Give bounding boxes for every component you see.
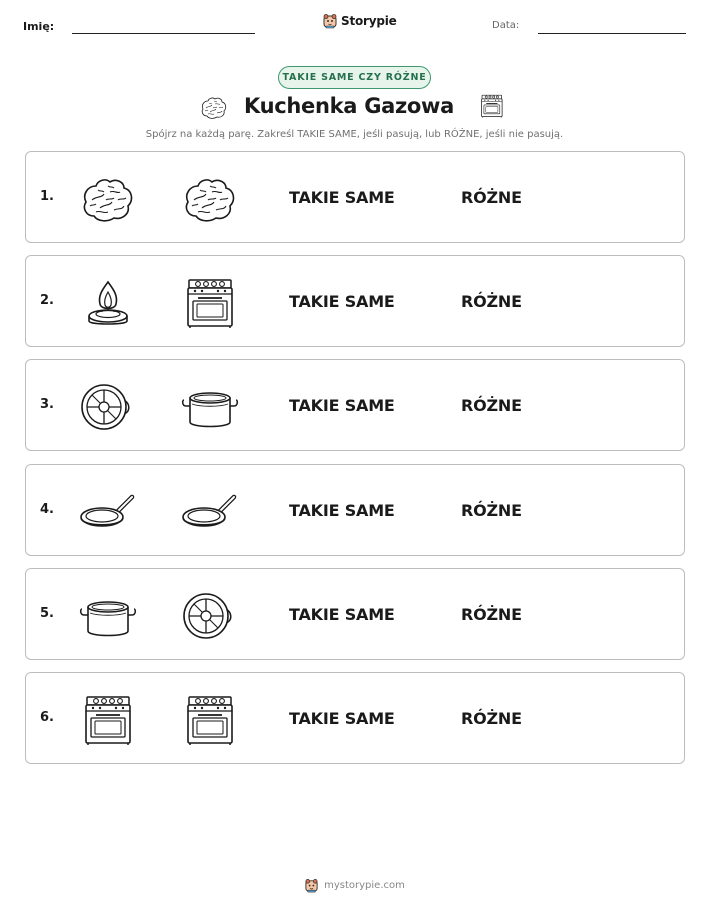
question-row (25, 464, 685, 556)
name-line (72, 33, 255, 34)
coal-icon (78, 172, 138, 226)
date-line (538, 33, 686, 34)
question-number: 4. (40, 501, 54, 517)
instructions: Spójrz na każdą parę. Zakreśl TAKIE SAME, jeśli pasują, lub RÓŻNE, jeśli nie pasują. (145, 129, 564, 140)
question-row (25, 672, 685, 764)
frying-pan-icon (78, 485, 138, 539)
burner-flame-icon (78, 276, 138, 330)
activity-badge: TAKIE SAME CZY RÓŻNE (278, 66, 431, 89)
option-same[interactable]: TAKIE SAME (289, 604, 395, 624)
pot-icon (180, 380, 240, 434)
question-row (25, 568, 685, 660)
worksheet-header (0, 0, 709, 50)
stove-icon (180, 693, 240, 747)
mascot-icon (304, 878, 319, 893)
knob-icon (180, 589, 240, 643)
knob-icon (78, 380, 138, 434)
question-number: 2. (40, 293, 54, 309)
option-different[interactable]: RÓŻNE (461, 396, 522, 416)
brand-logo (322, 13, 397, 29)
question-number: 6. (40, 710, 54, 725)
frying-pan-icon (180, 485, 240, 539)
brand-name: Storypie (341, 14, 397, 28)
question-number: 1. (40, 189, 54, 204)
coal-icon (180, 172, 240, 226)
pot-icon (78, 589, 138, 643)
coal-icon (199, 94, 229, 121)
option-same[interactable]: TAKIE SAME (289, 188, 395, 207)
stove-icon (180, 276, 240, 330)
question-number: 5. (40, 605, 54, 621)
option-different[interactable]: RÓŻNE (461, 709, 522, 728)
page-title: Kuchenka Gazowa (244, 94, 455, 118)
stove-icon (480, 90, 508, 124)
date-label: Data: (492, 20, 520, 31)
option-same[interactable]: TAKIE SAME (289, 292, 395, 312)
question-row (25, 359, 685, 451)
stove-icon (78, 693, 138, 747)
option-different[interactable]: RÓŻNE (461, 292, 522, 312)
option-different[interactable]: RÓŻNE (461, 188, 522, 207)
option-different[interactable]: RÓŻNE (461, 604, 522, 624)
title-row (0, 90, 709, 124)
option-same[interactable]: TAKIE SAME (289, 500, 395, 520)
option-same[interactable]: TAKIE SAME (289, 396, 395, 416)
option-different[interactable]: RÓŻNE (461, 500, 522, 520)
option-same[interactable]: TAKIE SAME (289, 709, 395, 728)
footer (0, 878, 709, 893)
footer-url: mystorypie.com (324, 880, 405, 891)
question-number: 3. (40, 397, 54, 413)
mascot-icon (322, 13, 338, 29)
name-label: Imię: (23, 20, 55, 33)
question-row (25, 151, 685, 243)
question-row (25, 255, 685, 347)
